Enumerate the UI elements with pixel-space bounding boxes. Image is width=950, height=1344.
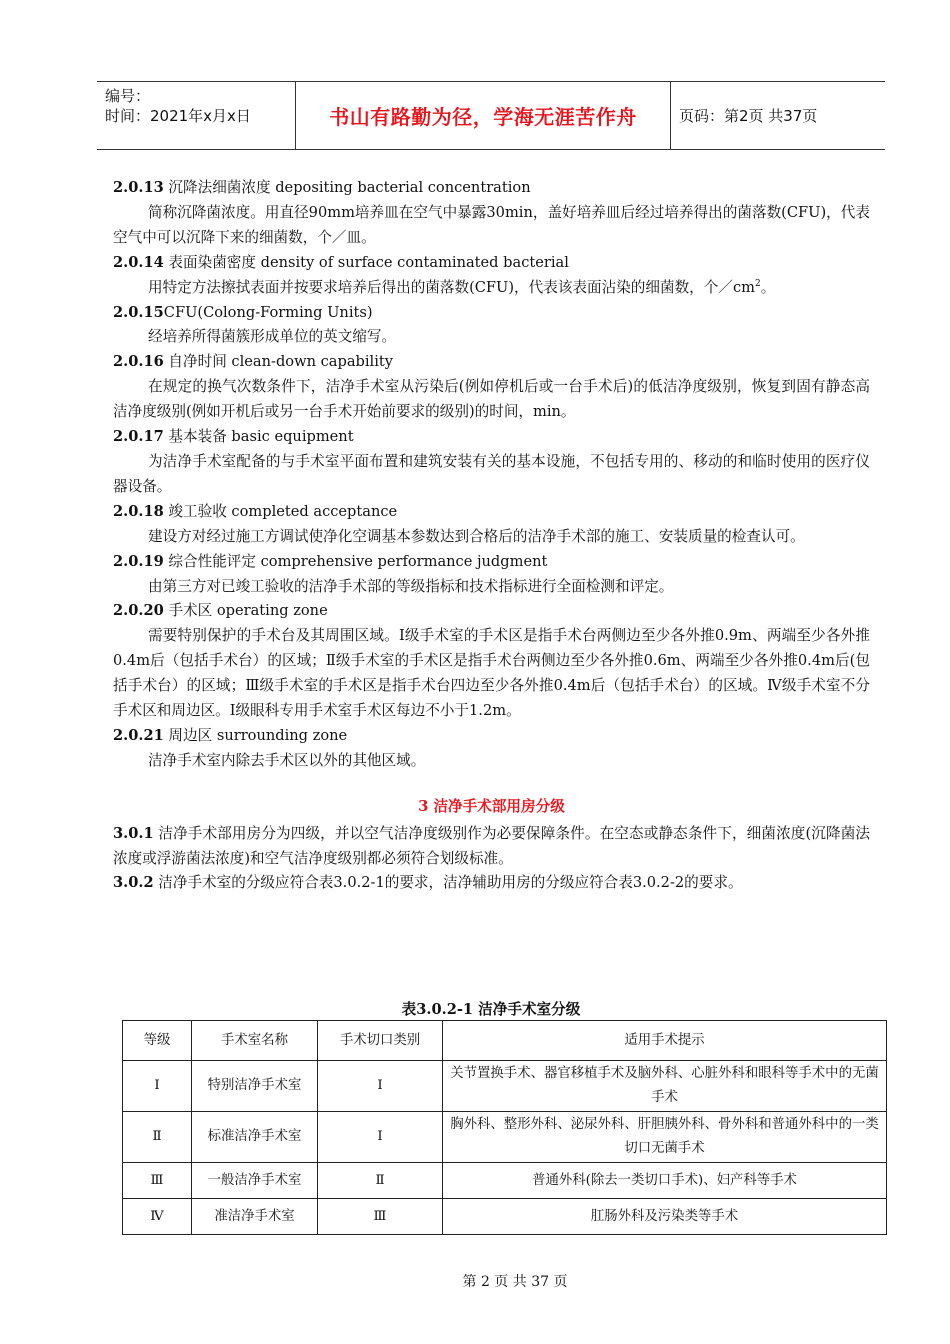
definition-term-text: 沉降法细菌浓度 depositing bacterial concentration (168, 179, 531, 196)
clause-text: 洁净手术部用房分为四级，并以空气洁净度级别作为必要保障条件。在空态或静态条件下，细菌浓度(沉降菌法浓度或浮游菌法浓度)和空气洁净度级别都必须符合划级标准。 (113, 824, 871, 867)
definition-number: 2.0.19 (113, 552, 164, 570)
definition-desc: 简称沉降菌浓度。用直径90mm培养皿在空气中暴露30min，盖好培养皿后经过培养得出的菌落数(CFU)，代表空气中可以沉降下来的细菌数，个／皿。 (113, 203, 870, 246)
definition-number: 2.0.17 (113, 428, 164, 446)
clause-number: 3.0.2 (113, 874, 154, 892)
definition-term (113, 724, 870, 749)
table-cell: 准洁净手术室 (192, 1199, 318, 1235)
header-motto-cell (296, 82, 671, 149)
definition-term-text: 竣工验收 completed acceptance (168, 502, 398, 520)
header-time-label: 时间：2021年x月x日 (105, 107, 251, 125)
header-page-cell (671, 82, 893, 149)
definition-term (113, 301, 870, 326)
definition-desc: 需要特别保护的手术台及其周围区域。Ⅰ级手术室的手术区是指手术台两侧边至少各外推0.9m、两端至少各外推0.4m后（包括手术台）的区域；Ⅱ级手术室的手术区是指手术台两侧边至少各外推0.6m、两端至少各外推0.4m后(包括手术台）的区域；Ⅲ级手术室的手术区是指手术台四边至少各外推0.4m后（包括手术台）的区域。Ⅳ级手术室不分手术区和周边区。Ⅰ级眼科专用手术室手术区每边不小于1.2m。 (113, 627, 870, 720)
definition-number: 2.0.14 (113, 253, 164, 271)
table-row (123, 1112, 887, 1163)
definition-term (113, 176, 870, 201)
table-cell: Ⅱ (318, 1163, 443, 1199)
definition-term-text: 周边区 surrounding zone (168, 726, 348, 744)
definition-desc-text: 用特定方法擦拭表面并按要求培养后得出的菌落数(CFU)，代表该表面沾染的细菌数，个／cm (148, 278, 755, 296)
header-code-label: 编号： (105, 87, 151, 105)
table-header-cell: 等级 (123, 1021, 192, 1061)
definition-desc-tail: 。 (760, 278, 776, 296)
page-header (97, 81, 885, 150)
definition-number: 2.0.16 (113, 353, 164, 371)
table-cell: Ⅳ (123, 1199, 192, 1235)
definition-term-text: 综合性能评定 comprehensive performance judgment (168, 552, 548, 570)
section-title: 3 洁净手术部用房分级 (418, 797, 565, 815)
definition-term-text: 基本装备 basic equipment (168, 428, 354, 446)
table-cell: Ⅱ (123, 1112, 192, 1163)
definition-number: 2.0.15 (113, 303, 164, 321)
definition-number: 2.0.21 (113, 726, 164, 744)
header-meta-cell (97, 82, 296, 149)
definition-term (113, 599, 870, 624)
table-cell: 肛肠外科及污染类等手术 (443, 1199, 887, 1235)
definition-desc (113, 276, 870, 301)
header-page-info: 页码：第2页 共37页 (679, 107, 818, 125)
definition-term-text: 表面染菌密度 density of surface contaminated bacterial (168, 253, 569, 271)
definition-number: 2.0.13 (113, 179, 164, 196)
definition-desc: 经培养所得菌簇形成单位的英文缩写。 (148, 328, 397, 346)
definition-desc: 洁净手术室内除去手术区以外的其他区域。 (148, 751, 426, 769)
clause (113, 822, 870, 872)
definition-term (113, 500, 870, 525)
clause-text: 洁净手术室的分级应符合表3.0.2-1的要求，洁净辅助用房的分级应符合表3.0.2-2的要求。 (158, 874, 743, 892)
definition-desc: 由第三方对已竣工验收的洁净手术部的等级指标和技术指标进行全面检测和评定。 (148, 577, 674, 595)
definition-desc: 在规定的换气次数条件下，洁净手术室从污染后(例如停机后或一台手术后)的低洁净度级别，恢复到固有静态高洁净度级别(例如开机后或另一台手术开始前要求的级别)的时间，min。 (113, 378, 870, 421)
definition-term-text: 手术区 operating zone (168, 602, 328, 620)
definition-number: 2.0.18 (113, 502, 164, 520)
definition-term (113, 425, 870, 450)
table-cell: Ⅲ (318, 1199, 443, 1235)
table-cell: Ⅰ (318, 1112, 443, 1163)
table-cell: Ⅰ (318, 1061, 443, 1112)
table-cell: 特别洁净手术室 (192, 1061, 318, 1112)
table-cell: 标准洁净手术室 (192, 1112, 318, 1163)
table-cell: Ⅲ (123, 1163, 192, 1199)
table-header-cell: 手术切口类别 (318, 1021, 443, 1061)
table-cell: Ⅰ (123, 1061, 192, 1112)
table-header-cell: 手术室名称 (192, 1021, 318, 1061)
table-header-cell: 适用手术提示 (443, 1021, 887, 1061)
table-caption: 表3.0.2-1 洁净手术室分级 (401, 1001, 581, 1018)
table-cell: 普通外科(除去一类切口手术)、妇产科等手术 (443, 1163, 887, 1199)
table-row (123, 1199, 887, 1235)
clause-number: 3.0.1 (113, 824, 154, 842)
definition-number: 2.0.20 (113, 602, 164, 620)
definition-desc: 建设方对经过施工方调试使净化空调基本参数达到合格后的洁净手术部的施工、安装质量的检查认可。 (148, 527, 805, 545)
definition-desc: 为洁净手术室配备的与手术室平面布置和建筑安装有关的基本设施，不包括专用的、移动的和临时使用的医疗仪器设备。 (113, 452, 870, 495)
table-row (123, 1163, 887, 1199)
table-header-row (123, 1021, 887, 1061)
table-cell: 胸外科、整形外科、泌尿外科、肝胆胰外科、骨外科和普通外科中的一类切口无菌手术 (443, 1112, 887, 1163)
clause (113, 871, 870, 896)
definition-term (113, 251, 870, 276)
operating-room-grade-table (122, 1020, 887, 1235)
definition-term (113, 550, 870, 575)
definition-term-text: CFU(Colong-Forming Units) (163, 303, 373, 321)
table-cell: 一般洁净手术室 (192, 1163, 318, 1199)
table-cell: 关节置换手术、器官移植手术及脑外科、心脏外科和眼科等手术中的无菌手术 (443, 1061, 887, 1112)
definition-term (113, 350, 870, 375)
page-footer: 第 2 页 共 37 页 (462, 1274, 568, 1290)
table-row (123, 1061, 887, 1112)
header-motto: 书山有路勤为径，学海无涯苦作舟 (329, 105, 637, 129)
definition-term-text: 自净时间 clean-down capability (168, 353, 393, 371)
superscript: 2 (754, 278, 761, 289)
document-body (113, 176, 870, 896)
